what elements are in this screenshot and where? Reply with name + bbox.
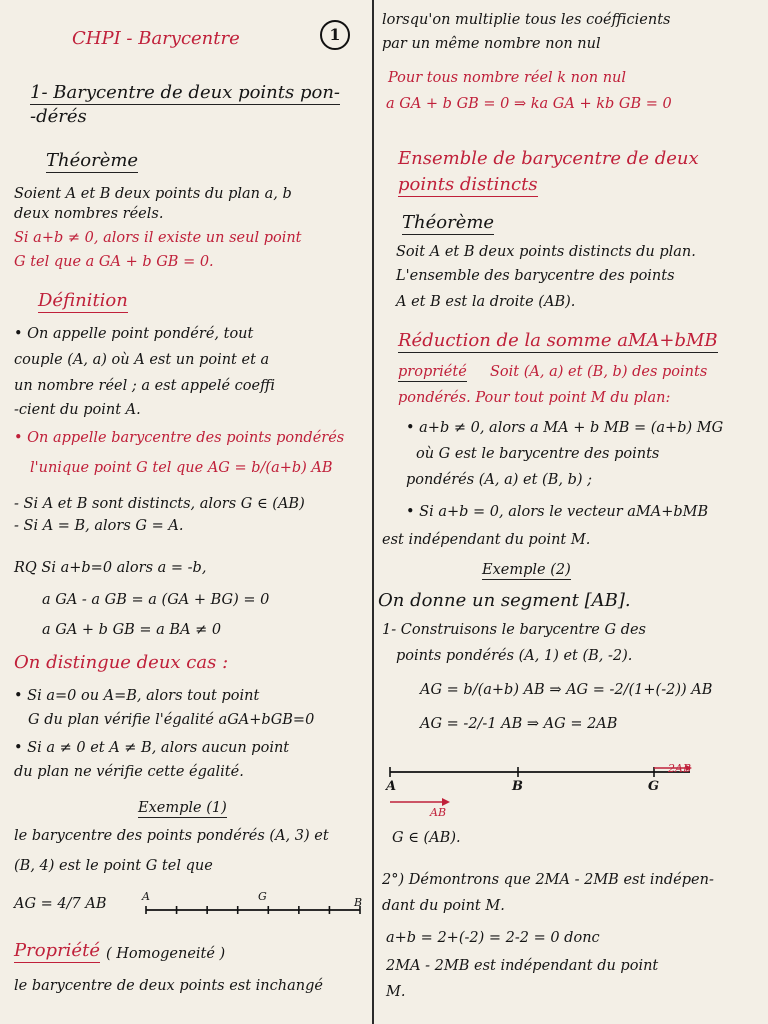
theorem-line-4: G tel que a GA + b GB = 0. (14, 254, 214, 270)
property-2-line-7: est indépendant du point M. (382, 532, 591, 548)
section-1-heading-cont: -dérés (30, 106, 87, 127)
property-2-label (398, 364, 467, 381)
right-line-2: par un même nombre non nul (382, 36, 601, 52)
example-2-line-8: dant du point M. (382, 898, 505, 914)
theorem-2-line-3: A et B est la droite (AB). (396, 294, 576, 310)
point-b-label: B (354, 896, 363, 909)
property-2-line-1: Soit (A, a) et (B, b) des points (490, 364, 708, 380)
example-2-line-9: a+b = 2+(-2) = 2-2 = 0 donc (386, 930, 600, 946)
theorem-2-line-1: Soit A et B deux points distincts du plan. (396, 244, 696, 260)
example-1-title (138, 800, 227, 817)
theorem-title-text: Théorème (46, 150, 139, 171)
property-line-1: le barycentre de deux points est inchangé (14, 978, 323, 994)
segment-point-a: A (386, 779, 397, 794)
cases-title: On distingue deux cas : (14, 652, 229, 673)
section-1-heading (30, 84, 340, 101)
case-2-line-2: du plan ne vérifie cette égalité. (14, 764, 244, 780)
property-2-line-4: où G est le barycentre des points (416, 446, 660, 462)
point-g-label: G (258, 890, 267, 903)
example-2-line-3: points pondérés (A, 1) et (B, -2). (396, 648, 633, 664)
property-2-line-5: pondérés (A, a) et (B, b) ; (406, 472, 593, 488)
example-2-title (482, 562, 571, 579)
segment-label-2ab: 2AB (668, 762, 692, 775)
right-line-3: Pour tous nombre réel k non nul (388, 70, 627, 86)
remark-line-2: a GA - a GB = a (GA + BG) = 0 (42, 592, 270, 608)
example-2-line-7: 2°) Démontrons que 2MA - 2MB est indépen- (382, 872, 714, 888)
example-1-number-line (142, 900, 366, 924)
property-2-line-2: pondérés. Pour tout point M du plan: (398, 390, 671, 406)
property-2-line-3: • a+b ≠ 0, alors a MA + b MB = (a+b) MG (406, 420, 724, 436)
definition-line-4: -cient du point A. (14, 402, 141, 418)
property-subtitle: ( Homogeneité ) (106, 946, 226, 962)
case-1-line-1: • Si a=0 ou A=B, alors tout point (14, 688, 260, 704)
set-title-1: Ensemble de barycentre de deux (398, 148, 699, 169)
definition-title-text: Définition (38, 290, 128, 311)
theorem-title (46, 152, 138, 169)
set-title-2 (398, 176, 538, 193)
remark-line-3: a GA + b GB = a BA ≠ 0 (42, 622, 222, 638)
column-divider (372, 0, 374, 1024)
property-2-label-text: propriété (398, 364, 467, 380)
definition-line-7: - Si A et B sont distincts, alors G ∈ (AB) (14, 496, 305, 512)
example-2-line-6: G ∈ (AB). (392, 830, 461, 846)
set-title-2-text: points distincts (398, 174, 538, 195)
definition-title (38, 292, 128, 309)
definition-line-8: - Si A = B, alors G = A. (14, 518, 184, 534)
segment-point-g: G (648, 779, 660, 794)
example-2-line-4: AG = b/(a+b) AB ⇒ AG = -2/(1+(-2)) AB (420, 682, 713, 698)
segment-label-ab: AB (430, 806, 447, 819)
right-line-4: a GA + b GB = 0 ⇒ ka GA + kb GB = 0 (386, 96, 672, 112)
example-1-title-text: Exemple (1) (138, 800, 227, 816)
page-number-badge: 1 (320, 20, 350, 50)
example-2-title-text: Exemple (2) (482, 562, 571, 578)
example-2-line-1: On donne un segment [AB]. (378, 590, 631, 611)
point-a-label: A (142, 890, 150, 903)
definition-line-1: • On appelle point pondéré, tout (14, 326, 254, 342)
reduction-title (398, 332, 718, 349)
case-2-line-1: • Si a ≠ 0 et A ≠ B, alors aucun point (14, 740, 290, 756)
example-1-formula: AG = 4/7 AB (14, 896, 107, 912)
definition-line-2: couple (A, a) où A est un point et a (14, 352, 270, 368)
property-title-text: Propriété (14, 940, 100, 961)
theorem-2-line-2: L'ensemble des barycentre des points (396, 268, 675, 284)
example-2-line-5: AG = -2/-1 AB ⇒ AG = 2AB (420, 716, 618, 732)
chapter-title: CHPI - Barycentre (72, 28, 240, 49)
definition-line-6: l'unique point G tel que AG = b/(a+b) AB (30, 460, 333, 476)
section-1-text: 1- Barycentre de deux points pon- (30, 82, 340, 103)
example-1-line-2: (B, 4) est le point G tel que (14, 858, 213, 874)
theorem-line-3: Si a+b ≠ 0, alors il existe un seul point (14, 230, 302, 246)
example-1-line-1: le barycentre des points pondérés (A, 3) et (14, 828, 329, 844)
property-title (14, 942, 100, 959)
remark-line-1: RQ Si a+b=0 alors a = -b, (14, 560, 207, 576)
right-line-1: lorsqu'on multiplie tous les coéfficients (382, 12, 671, 28)
example-2-line-11: M. (386, 984, 406, 1000)
example-2-line-10: 2MA - 2MB est indépendant du point (386, 958, 659, 974)
theorem-2-title (402, 214, 494, 231)
property-2-line-6: • Si a+b = 0, alors le vecteur aMA+bMB (406, 504, 709, 520)
theorem-line-1: Soient A et B deux points du plan a, b (14, 186, 292, 202)
theorem-line-2: deux nombres réels. (14, 206, 164, 222)
definition-line-5: • On appelle barycentre des points pondérés (14, 430, 345, 446)
definition-line-3: un nombre réel ; a est appelé coeffi (14, 378, 276, 394)
theorem-2-title-text: Théorème (402, 212, 495, 233)
example-2-line-2: 1- Construisons le barycentre G des (382, 622, 646, 638)
case-1-line-2: G du plan vérifie l'égalité aGA+bGB=0 (28, 712, 315, 728)
reduction-title-text: Réduction de la somme aMA+bMB (398, 330, 718, 351)
segment-point-b: B (512, 779, 523, 794)
